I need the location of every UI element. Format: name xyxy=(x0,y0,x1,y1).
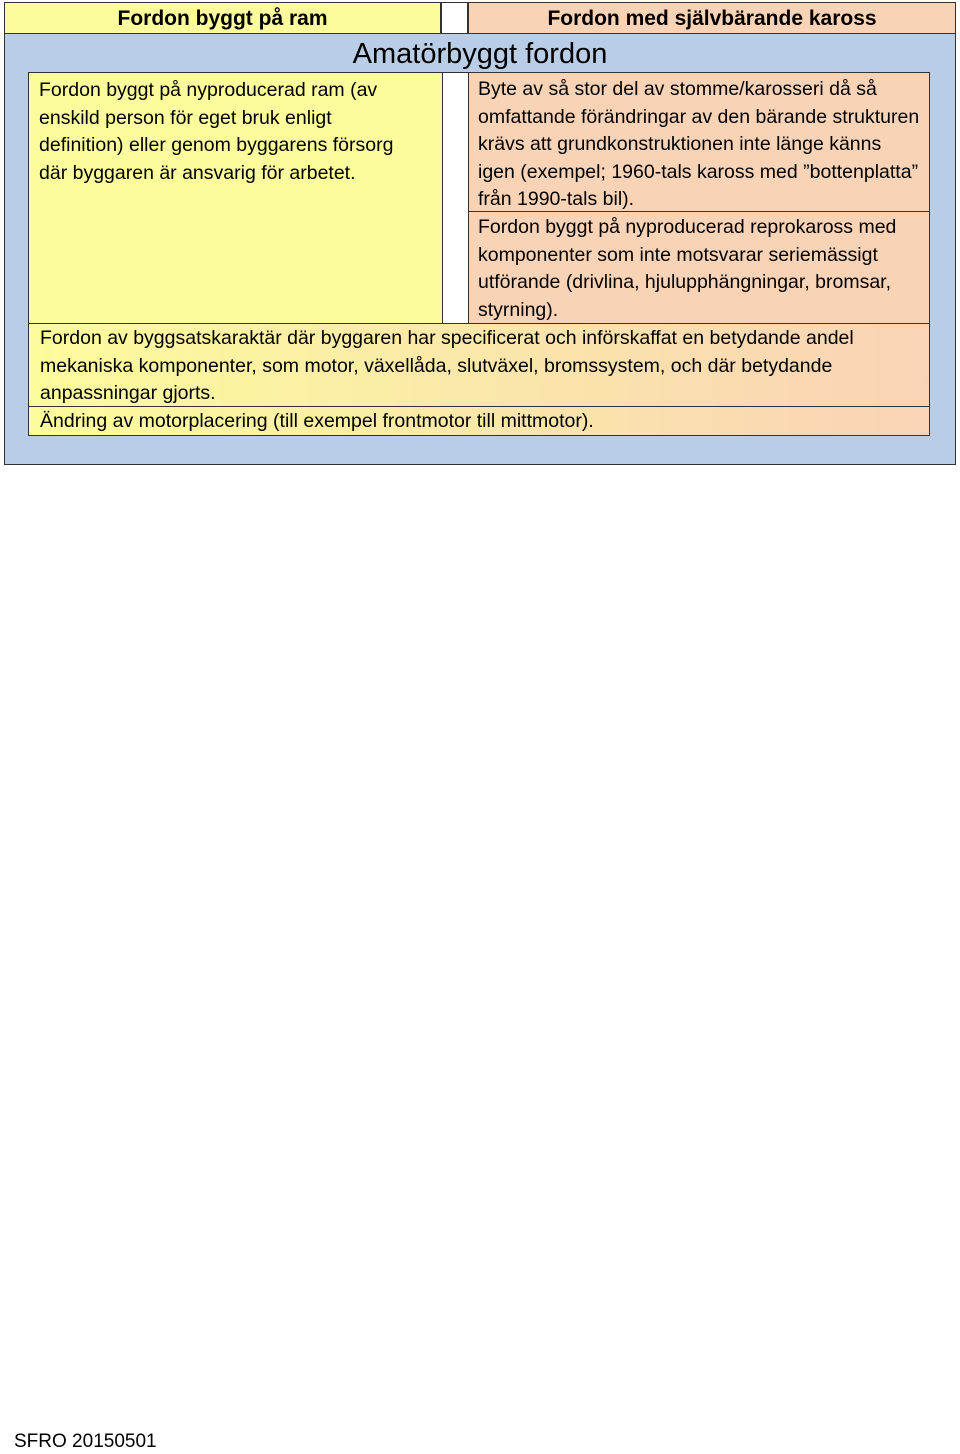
frame-built-cell xyxy=(28,72,443,324)
replica-body-cell xyxy=(468,211,930,324)
monocoque-change-description: Byte av så stor del av stomme/karosseri då så omfattande förändringar av den bärande strukturen krävs att grundkonstruktionen inte länge känns igen (exempel; 1960-tals kaross med ”bottenplatta” från 1990-tals bil). xyxy=(478,78,920,211)
column-divider xyxy=(443,72,468,324)
section-title: Amatörbyggt fordon xyxy=(352,38,608,70)
header-frame-built: Fordon byggt på ram xyxy=(4,2,441,34)
frame-built-description: Fordon byggt på nyproducerad ram (av enskild person för eget bruk enligt definition) eller genom byggarens försorg där byggaren är ansvarig för arbetet. xyxy=(39,79,394,184)
kit-car-cell xyxy=(28,323,930,407)
replica-body-description: Fordon byggt på nyproducerad reprokaross med komponenter som inte motsvarar seriemässigt utförande (drivlina, hjulupphängningar, bromsar, styrning). xyxy=(478,216,897,321)
document-footer: SFRO 20150501 xyxy=(14,1431,157,1452)
kit-car-description: Fordon av byggsatskaraktär där byggaren har specificerat och införskaffat en betydande andel mekaniska komponenter, som motor, växellåda, slutväxel, bromssystem, och där betydande anpassningar gjorts. xyxy=(40,327,854,405)
monocoque-change-cell xyxy=(468,72,930,212)
header-gap xyxy=(441,2,468,34)
engine-relocation-cell xyxy=(28,406,930,436)
header-monocoque: Fordon med självbärande kaross xyxy=(468,2,956,34)
engine-relocation-description: Ändring av motorplacering (till exempel frontmotor till mittmotor). xyxy=(40,410,594,432)
